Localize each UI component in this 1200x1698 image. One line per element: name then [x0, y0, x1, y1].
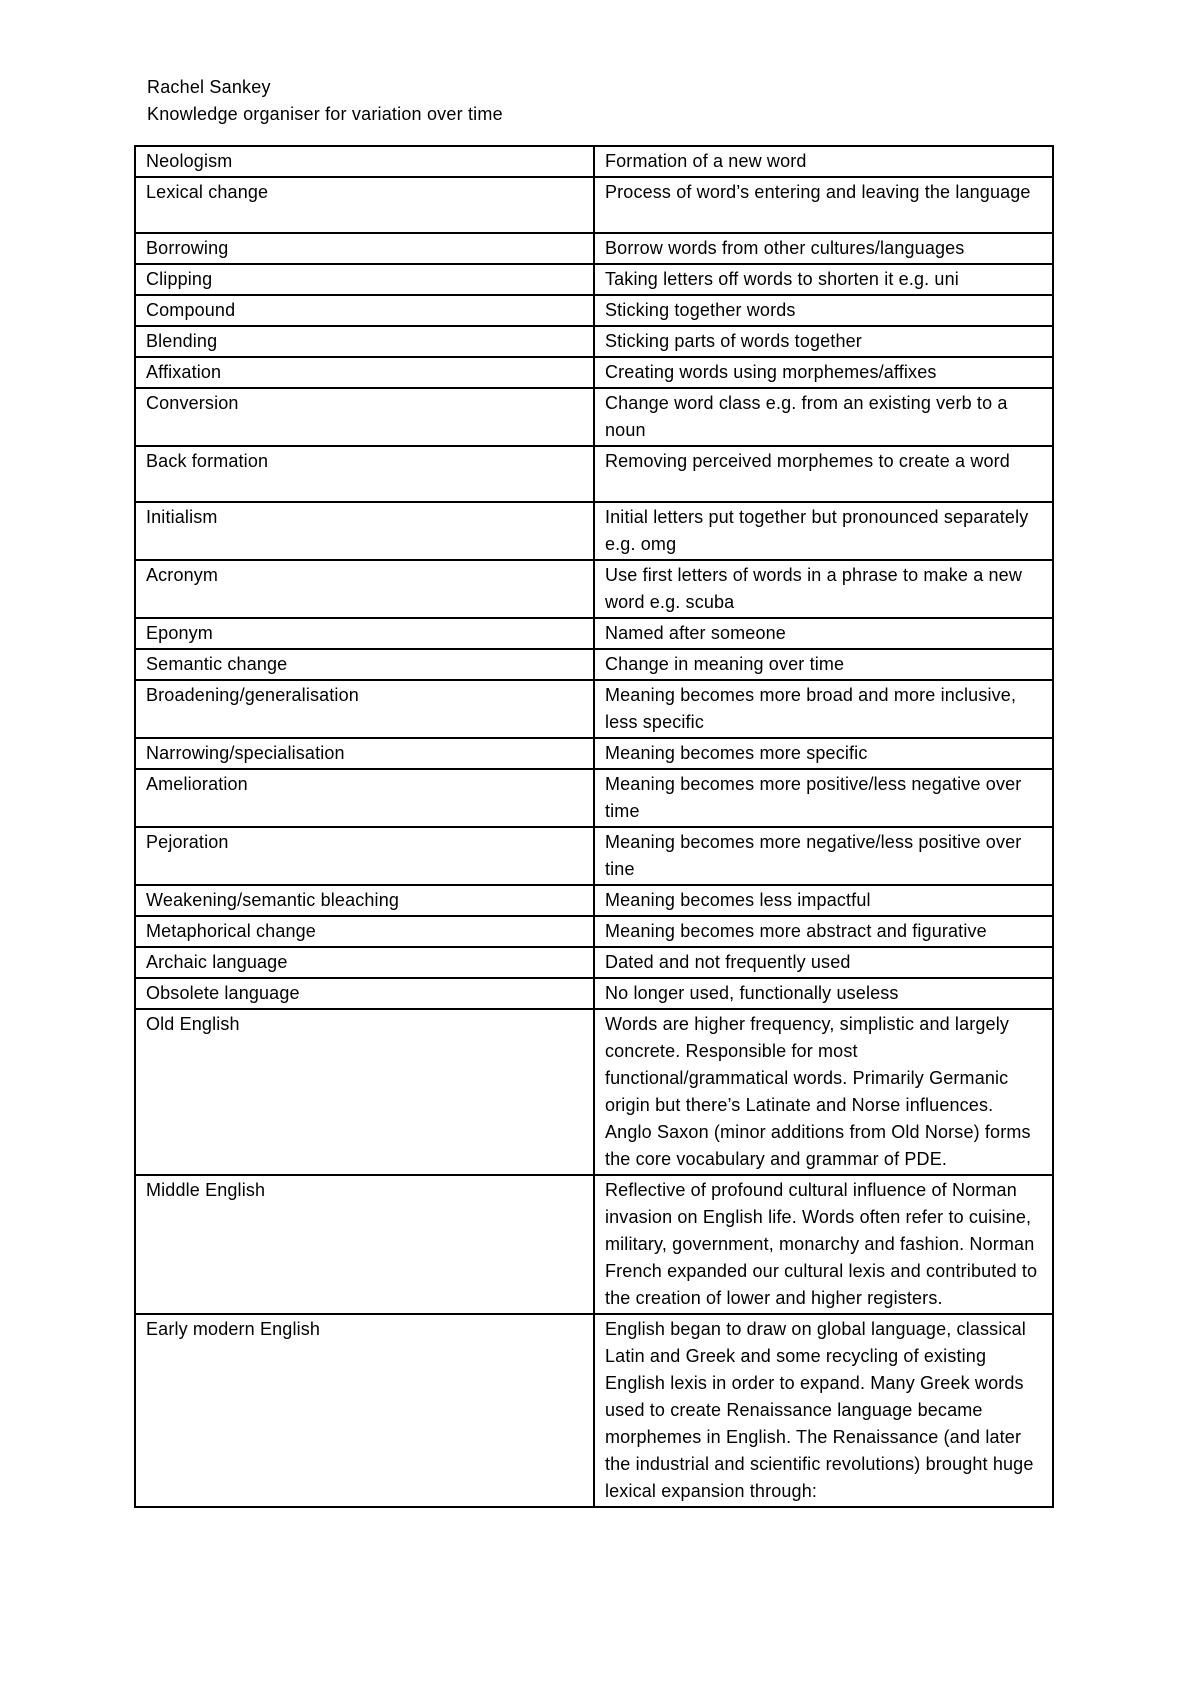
table-row	[135, 1175, 1053, 1314]
table-row	[135, 326, 1053, 357]
definition-cell: Process of word’s entering and leaving the language	[594, 177, 1053, 233]
definition-cell: Formation of a new word	[594, 146, 1053, 177]
table-row	[135, 769, 1053, 827]
term-cell: Compound	[135, 295, 594, 326]
definition-cell: Removing perceived morphemes to create a word	[594, 446, 1053, 502]
term-cell: Blending	[135, 326, 594, 357]
definition-cell: Dated and not frequently used	[594, 947, 1053, 978]
term-cell: Semantic change	[135, 649, 594, 680]
definition-cell: Meaning becomes more abstract and figurative	[594, 916, 1053, 947]
table-row	[135, 947, 1053, 978]
author-name: Rachel Sankey	[147, 77, 271, 97]
knowledge-organiser-table	[134, 145, 1054, 1508]
term-cell: Early modern English	[135, 1314, 594, 1507]
term-cell: Initialism	[135, 502, 594, 560]
definition-cell: Sticking parts of words together	[594, 326, 1053, 357]
table-row	[135, 885, 1053, 916]
definition-cell: Words are higher frequency, simplistic and largely concrete. Responsible for most functional/grammatical words. Primarily Germanic origin but there’s Latinate and Norse influences. Anglo Saxon (minor additions from Old Norse) forms the core vocabulary and grammar of PDE.	[594, 1009, 1053, 1175]
term-cell: Middle English	[135, 1175, 594, 1314]
definition-cell: Meaning becomes less impactful	[594, 885, 1053, 916]
definition-cell: Creating words using morphemes/affixes	[594, 357, 1053, 388]
definition-cell: Meaning becomes more specific	[594, 738, 1053, 769]
table-row	[135, 649, 1053, 680]
table-row	[135, 1009, 1053, 1175]
term-cell: Metaphorical change	[135, 916, 594, 947]
term-cell: Broadening/generalisation	[135, 680, 594, 738]
term-cell: Pejoration	[135, 827, 594, 885]
term-cell: Amelioration	[135, 769, 594, 827]
term-cell: Acronym	[135, 560, 594, 618]
table-row	[135, 233, 1053, 264]
table-row	[135, 357, 1053, 388]
definition-cell: Meaning becomes more negative/less positive over tine	[594, 827, 1053, 885]
document-title: Knowledge organiser for variation over time	[147, 104, 503, 124]
term-cell: Back formation	[135, 446, 594, 502]
definition-cell: Named after someone	[594, 618, 1053, 649]
table-row	[135, 388, 1053, 446]
definition-cell: English began to draw on global language, classical Latin and Greek and some recycling of existing English lexis in order to expand. Many Greek words used to create Renaissance language became morphemes in English. The Renaissance (and later the industrial and scientific revolutions) brought huge lexical expansion through:	[594, 1314, 1053, 1507]
term-cell: Archaic language	[135, 947, 594, 978]
term-cell: Lexical change	[135, 177, 594, 233]
term-cell: Eponym	[135, 618, 594, 649]
table-row	[135, 295, 1053, 326]
definition-cell: Taking letters off words to shorten it e.g. uni	[594, 264, 1053, 295]
definition-cell: Meaning becomes more broad and more inclusive, less specific	[594, 680, 1053, 738]
table-row	[135, 738, 1053, 769]
definition-cell: Borrow words from other cultures/languages	[594, 233, 1053, 264]
document-header	[147, 74, 503, 128]
table-row	[135, 978, 1053, 1009]
term-cell: Affixation	[135, 357, 594, 388]
definition-cell: Meaning becomes more positive/less negative over time	[594, 769, 1053, 827]
definition-cell: Initial letters put together but pronounced separately e.g. omg	[594, 502, 1053, 560]
term-cell: Borrowing	[135, 233, 594, 264]
term-cell: Old English	[135, 1009, 594, 1175]
definition-cell: Sticking together words	[594, 295, 1053, 326]
definition-cell: No longer used, functionally useless	[594, 978, 1053, 1009]
term-cell: Weakening/semantic bleaching	[135, 885, 594, 916]
table-row	[135, 146, 1053, 177]
table-row	[135, 680, 1053, 738]
term-cell: Clipping	[135, 264, 594, 295]
term-cell: Obsolete language	[135, 978, 594, 1009]
term-cell: Narrowing/specialisation	[135, 738, 594, 769]
definition-cell: Change in meaning over time	[594, 649, 1053, 680]
table-row	[135, 502, 1053, 560]
table-row	[135, 916, 1053, 947]
definition-cell: Change word class e.g. from an existing verb to a noun	[594, 388, 1053, 446]
term-cell: Conversion	[135, 388, 594, 446]
table-row	[135, 560, 1053, 618]
definition-cell: Reflective of profound cultural influence of Norman invasion on English life. Words often refer to cuisine, military, government, monarchy and fashion. Norman French expanded our cultural lexis and contributed to the creation of lower and higher registers.	[594, 1175, 1053, 1314]
table-row	[135, 177, 1053, 233]
table-row	[135, 827, 1053, 885]
table-row	[135, 446, 1053, 502]
table-row	[135, 264, 1053, 295]
definition-cell: Use first letters of words in a phrase to make a new word e.g. scuba	[594, 560, 1053, 618]
table-row	[135, 1314, 1053, 1507]
table-row	[135, 618, 1053, 649]
term-cell: Neologism	[135, 146, 594, 177]
